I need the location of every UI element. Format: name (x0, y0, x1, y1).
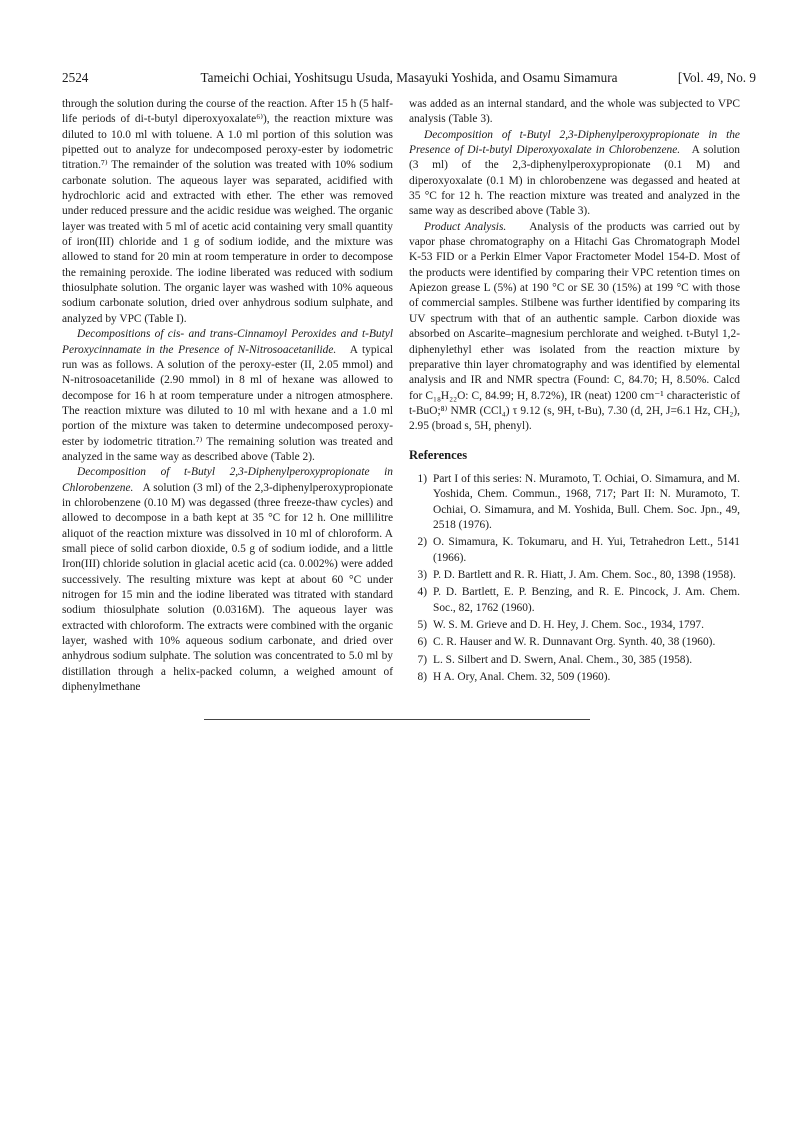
section-paragraph (62, 465, 393, 695)
reference-number: 7) (417, 653, 427, 666)
section-paragraph (409, 128, 740, 220)
section-paragraph (62, 327, 393, 465)
reference-number: 6) (417, 636, 427, 649)
subsection-heading: Product Analysis. (424, 220, 507, 233)
section-paragraph (409, 220, 740, 435)
paragraph: through the solution during the course of the reaction. After 15 h (5 half-life periods of di-t-butyl diperoxyoxalate⁶⁾), the reaction mixture was diluted to 10.0 ml with toluene. A 1.0 ml portion of this solution was pipetted out to analyze for undecomposed peroxy-ester by iodometric titration.⁷⁾ The remainder of the solution was treated with 10% sodium carbonate solution. The aqueous layer was separated, acidified with hydrochloric acid and extracted with ether. The ether was removed under reduced pressure and the acidic residue was weighed. The organic layer was treated with 5 ml of acetic acid containing very small quantity of iron(III) chloride and 1 g of sodium iodide, and the mixture was allowed to stand for 20 min at room temperature in order to decompose the remaining peroxide. The iodine liberated was reduced with sodium thiosulphate solution. The organic layer was washed with 10% aqueous sodium carbonate solution, dried over anhydrous sodium sulphate, and analyzed by VPC (Table I). (62, 98, 393, 325)
paragraph-text: A typical run was as follows. A solution of the peroxy-ester (II, 2.05 mmol) and N-nitrosoacetanilide (2.90 mmol) in 8 ml of hexane was allowed to decompose for 16 h at room temperature under a nitrogen atmosphere. The reaction mixture was diluted to 10 ml with hexane and a 1.0 ml portion of the mixture was taken to determine undecomposed peroxy-ester by iodometric titration.⁷⁾ The remaining solution was treated and analyzed in the same way as described above (Table 2). (62, 343, 393, 463)
reference-text: W. S. M. Grieve and D. H. Hey, J. Chem. Soc., 1934, 1797. (433, 619, 704, 631)
reference-text: P. D. Bartlett and R. R. Hiatt, J. Am. Chem. Soc., 80, 1398 (1958). (433, 568, 736, 581)
reference-text: P. D. Bartlett, E. P. Benzing, and R. E. Pincock, J. Am. Chem. Soc., 82, 1762 (1960). (433, 586, 740, 614)
end-rule (204, 719, 590, 720)
reference-item (409, 653, 740, 668)
left-column (62, 97, 393, 695)
reference-item (409, 535, 740, 566)
page-number: 2524 (62, 70, 89, 85)
reference-number: 1) (417, 472, 427, 485)
subsection-heading: Decomposition of t-Butyl 2,3-Diphenylperoxypropionate in the Presence of Di-t-butyl Diperoxyoxalate in Chlorobenzene. (409, 128, 740, 157)
paragraph: was added as an internal standard, and the whole was subjected to VPC analysis (Table 3). (409, 98, 740, 126)
paragraph-text: A solution (3 ml) of the 2,3-diphenylperoxypropionate (0.1 M) and diperoxyoxalate (0.1 M) in chlorobenzene was degassed and heated at 35 °C for 12 h. The reaction mixture was treated and analyzed in the same way as described above (Table 3). (409, 144, 740, 218)
reference-number: 5) (417, 619, 427, 631)
references-list (409, 472, 740, 685)
reference-item (409, 618, 740, 633)
reference-text: L. S. Silbert and D. Swern, Anal. Chem., 30, 385 (1958). (433, 653, 693, 666)
reference-number: 8) (417, 671, 427, 684)
paragraph-text: A solution (3 ml) of the 2,3-diphenylperoxypropionate in chlorobenzene (0.10 M) was degassed (three freeze-thaw cycles) and allowed to decompose in a bath kept at 35 °C for 12 h. One millilitre aliquot of the reaction mixture was dissolved in 10 ml of chloroform. A small piece of solid carbon dioxide, 0.5 g of sodium iodide, and a little Iron(III) chloride solution in glacial acetic acid (ca. 0.002%) were added successively. The resulting mixture was kept at about 60 °C under nitrogen for 15 min and the iodine liberated was titrated with standard sodium thiosulphate solution (0.0316M). The aqueous layer was extracted with chloroform. The extracts were combined with the organic layer, washed with 10% aqueous sodium carbonate, and dried over anhydrous sodium sulphate. The solution was concentrated to 5.0 ml by distillation through a helix-packed column, a weighed amount of diphenylmethane (62, 481, 393, 694)
reference-number: 3) (417, 568, 427, 581)
reference-text: O. Simamura, K. Tokumaru, and H. Yui, Tetrahedron Lett., 5141 (1966). (433, 536, 740, 564)
paragraph-text: Analysis of the products was carried out by vapor phase chromatography on a Hitachi Gas Chromatograph Model K-53 FID or a Perkin Elmer Vapor Fractometer Model 154-D. Most of the products were identified by comparing their VPC retention times on Apiezon grease L (5%) at 190 °C or SE 30 (15%) at 199 °C with those of commercial samples. Stilbene was further identified by comparing its UV spectrum with that of an authentic sample. Carbon dioxide was absorbed on Ascarite–magnesium perchlorate and weighed. t-Butyl 1,2-diphenylethyl ether was isolated from the reaction mixture by preparative thin layer chromatography and was identified by elemental analysis and IR and NMR spectra (Found: C, 84.70; H, 8.50%. Calcd for C₁₈H₂₂O: C, 84.99; H, 8.72%), IR (neat) 1200 cm⁻¹ characteristic of t-BuO;⁸⁾ NMR (CCl₄) τ 9.12 (s, 9H, t-Bu), 7.30 (d, 2H, J=6.1 Hz, CH₂), 2.95 (broad s, 5H, phenyl). (409, 220, 740, 433)
references-heading: References (409, 447, 468, 462)
reference-item (409, 635, 740, 650)
subsection-heading: Decomposition of t-Butyl 2,3-Diphenylperoxypropionate in Chlorobenzene. (62, 466, 393, 494)
running-header (62, 70, 756, 90)
reference-number: 2) (417, 536, 427, 549)
reference-text: Part I of this series: N. Muramoto, T. Ochiai, O. Simamura, and M. Yoshida, Chem. Commun., 1968, 717; Part II: N. Muramoto, T. Ochiai, O. Simamura, and M. Yoshida, Bull. Chem. Soc. Jpn., 49, 2518 (1976). (433, 472, 740, 531)
reference-item (409, 670, 740, 685)
volume-info: [Vol. 49, No. 9 (677, 70, 756, 85)
reference-item (409, 585, 740, 616)
reference-text: C. R. Hauser and W. R. Dunnavant Org. Synth. 40, 38 (1960). (433, 636, 716, 649)
right-column (409, 97, 740, 687)
subsection-heading: Decompositions of cis- and trans-Cinnamoyl Peroxides and t-Butyl Peroxycinnamate in the Presence of N-Nitrosoacetanilide. (62, 328, 393, 356)
reference-item (409, 472, 740, 533)
reference-text: H A. Ory, Anal. Chem. 32, 509 (1960). (433, 671, 611, 684)
author-line: Tameichi Ochiai, Yoshitsugu Usuda, Masayuki Yoshida, and Osamu Simamura (200, 70, 618, 85)
reference-item (409, 568, 740, 583)
reference-number: 4) (417, 586, 427, 599)
